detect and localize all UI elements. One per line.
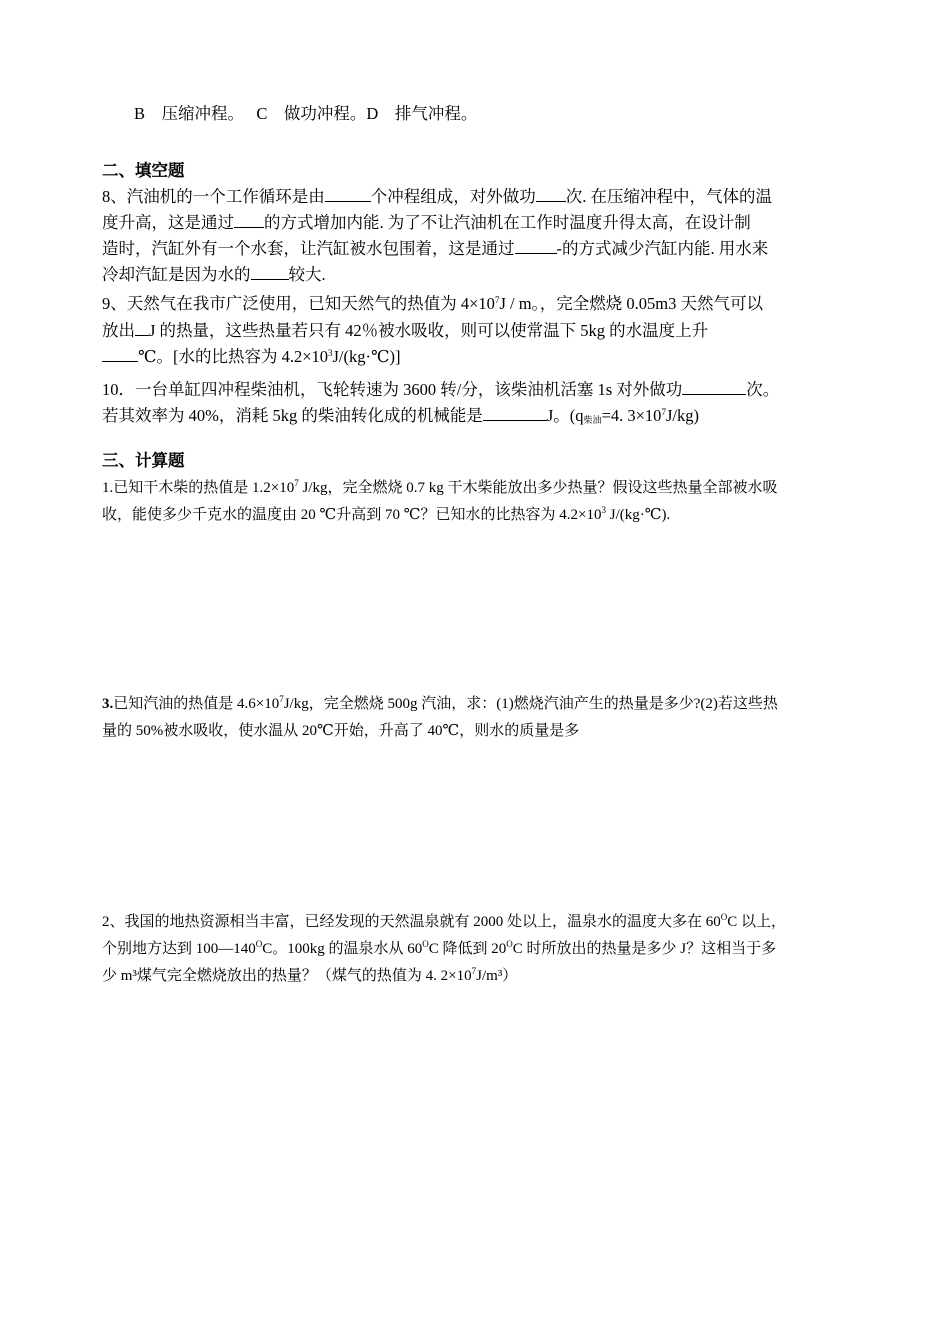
- answer-blank[interactable]: [251, 262, 289, 280]
- section-heading-fill-blank: 二、填空题: [102, 161, 185, 180]
- option-c-letter: C: [256, 104, 268, 123]
- q9-line-2: 放出 J 的热量，这些热量若只有 42％被水吸收，则可以使常温下 5kg 的水温度上升: [102, 318, 708, 343]
- answer-blank[interactable]: [234, 210, 264, 228]
- answer-blank[interactable]: [515, 236, 557, 254]
- option-b-letter: B: [134, 104, 146, 123]
- q8-line-1: 8、汽油机的一个工作循环是由 个冲程组成，对外做功 次. 在压缩冲程中，气体的温: [102, 184, 772, 209]
- q10-line-1: 10．一台单缸四冲程柴油机，飞轮转速为 3600 转/分，该柴油机活塞 1s 对外做功 次。: [102, 377, 779, 402]
- problem-2-line-1: 2、我国的地热资源相当丰富，已经发现的天然温泉就有 2000 处以上，温泉水的温度大多在 $60^OC$ 以上，: [102, 912, 787, 930]
- answer-blank[interactable]: [483, 403, 547, 421]
- option-b-text: 压缩冲程。: [161, 104, 245, 123]
- q8-line-2: 度升高，这是通过 的方式增加内能. 为了不让汽油机在工作时温度升得太高，在设计制: [102, 210, 751, 235]
- q10-line-2: 若其效率为 40%，消耗 5kg 的柴油转化成的机械能是 J。($q_{柴油}=4$. $3\times 10^7J/kg$): [102, 403, 699, 428]
- q9-line-3: ℃。[水的比热容为 $4.2\times 10^3J/(kg\cdot℃)$]: [102, 344, 400, 369]
- option-d-text: 排气冲程。: [394, 104, 478, 123]
- option-c-text: 做功冲程。: [283, 104, 367, 123]
- problem-1-line-2: 收，能使多少千克水的温度由 20 ℃升高到 70 ℃？已知水的比热容为 $4.2\times 10^3$ J/(kg·℃).: [102, 505, 671, 523]
- problem-2-line-3: 少 m³煤气完全燃烧放出的热量？（煤气的热值为 4. $2\times 10^7J/m^3$）: [102, 966, 518, 984]
- section-heading-calculation: 三、计算题: [102, 451, 185, 470]
- answer-blank[interactable]: [325, 184, 371, 202]
- problem-3-line-2: 量的 50%被水吸收，使水温从 20℃开始，升高了 40℃，则水的质量是多: [102, 723, 580, 739]
- answer-blank[interactable]: [102, 344, 138, 362]
- answer-blank[interactable]: [135, 318, 149, 336]
- choice-options-line: [134, 102, 477, 126]
- problem-1-line-1: 1.已知干木柴的热值是 $1.2\times 10^7$ J/kg，完全燃烧 0.7 kg 干木柴能放出多少热量？假设这些热量全部被水吸: [102, 478, 778, 496]
- q9-line-1: 9、天然气在我市广泛使用，已知天然气的热值为 $4\times 10^7J / m$。，完全燃烧 0.05m3 天然气可以: [102, 294, 763, 313]
- option-d-letter: D: [366, 104, 379, 123]
- problem-2-line-2: 个别地方达到 $100—140^OC$。100kg 的温泉水从 $60^OC$ 降低到 $20^OC$ 时所放出的热量是多少 J？这相当于多: [102, 939, 777, 957]
- q8-line-3: 造时，汽缸外有一个水套，让汽缸被水包围着，这是通过 -的方式减少汽缸内能. 用水来: [102, 236, 768, 261]
- problem-3-line-1: 3.已知汽油的热值是 $4.6\times 10^7J/kg$，完全燃烧 500g 汽油，求：(1)燃烧汽油产生的热量是多少?(2)若这些热: [102, 694, 778, 712]
- q8-line-4: 冷却汽缸是因为水的 较大.: [102, 262, 326, 287]
- answer-blank[interactable]: [536, 184, 566, 202]
- answer-blank[interactable]: [682, 377, 746, 395]
